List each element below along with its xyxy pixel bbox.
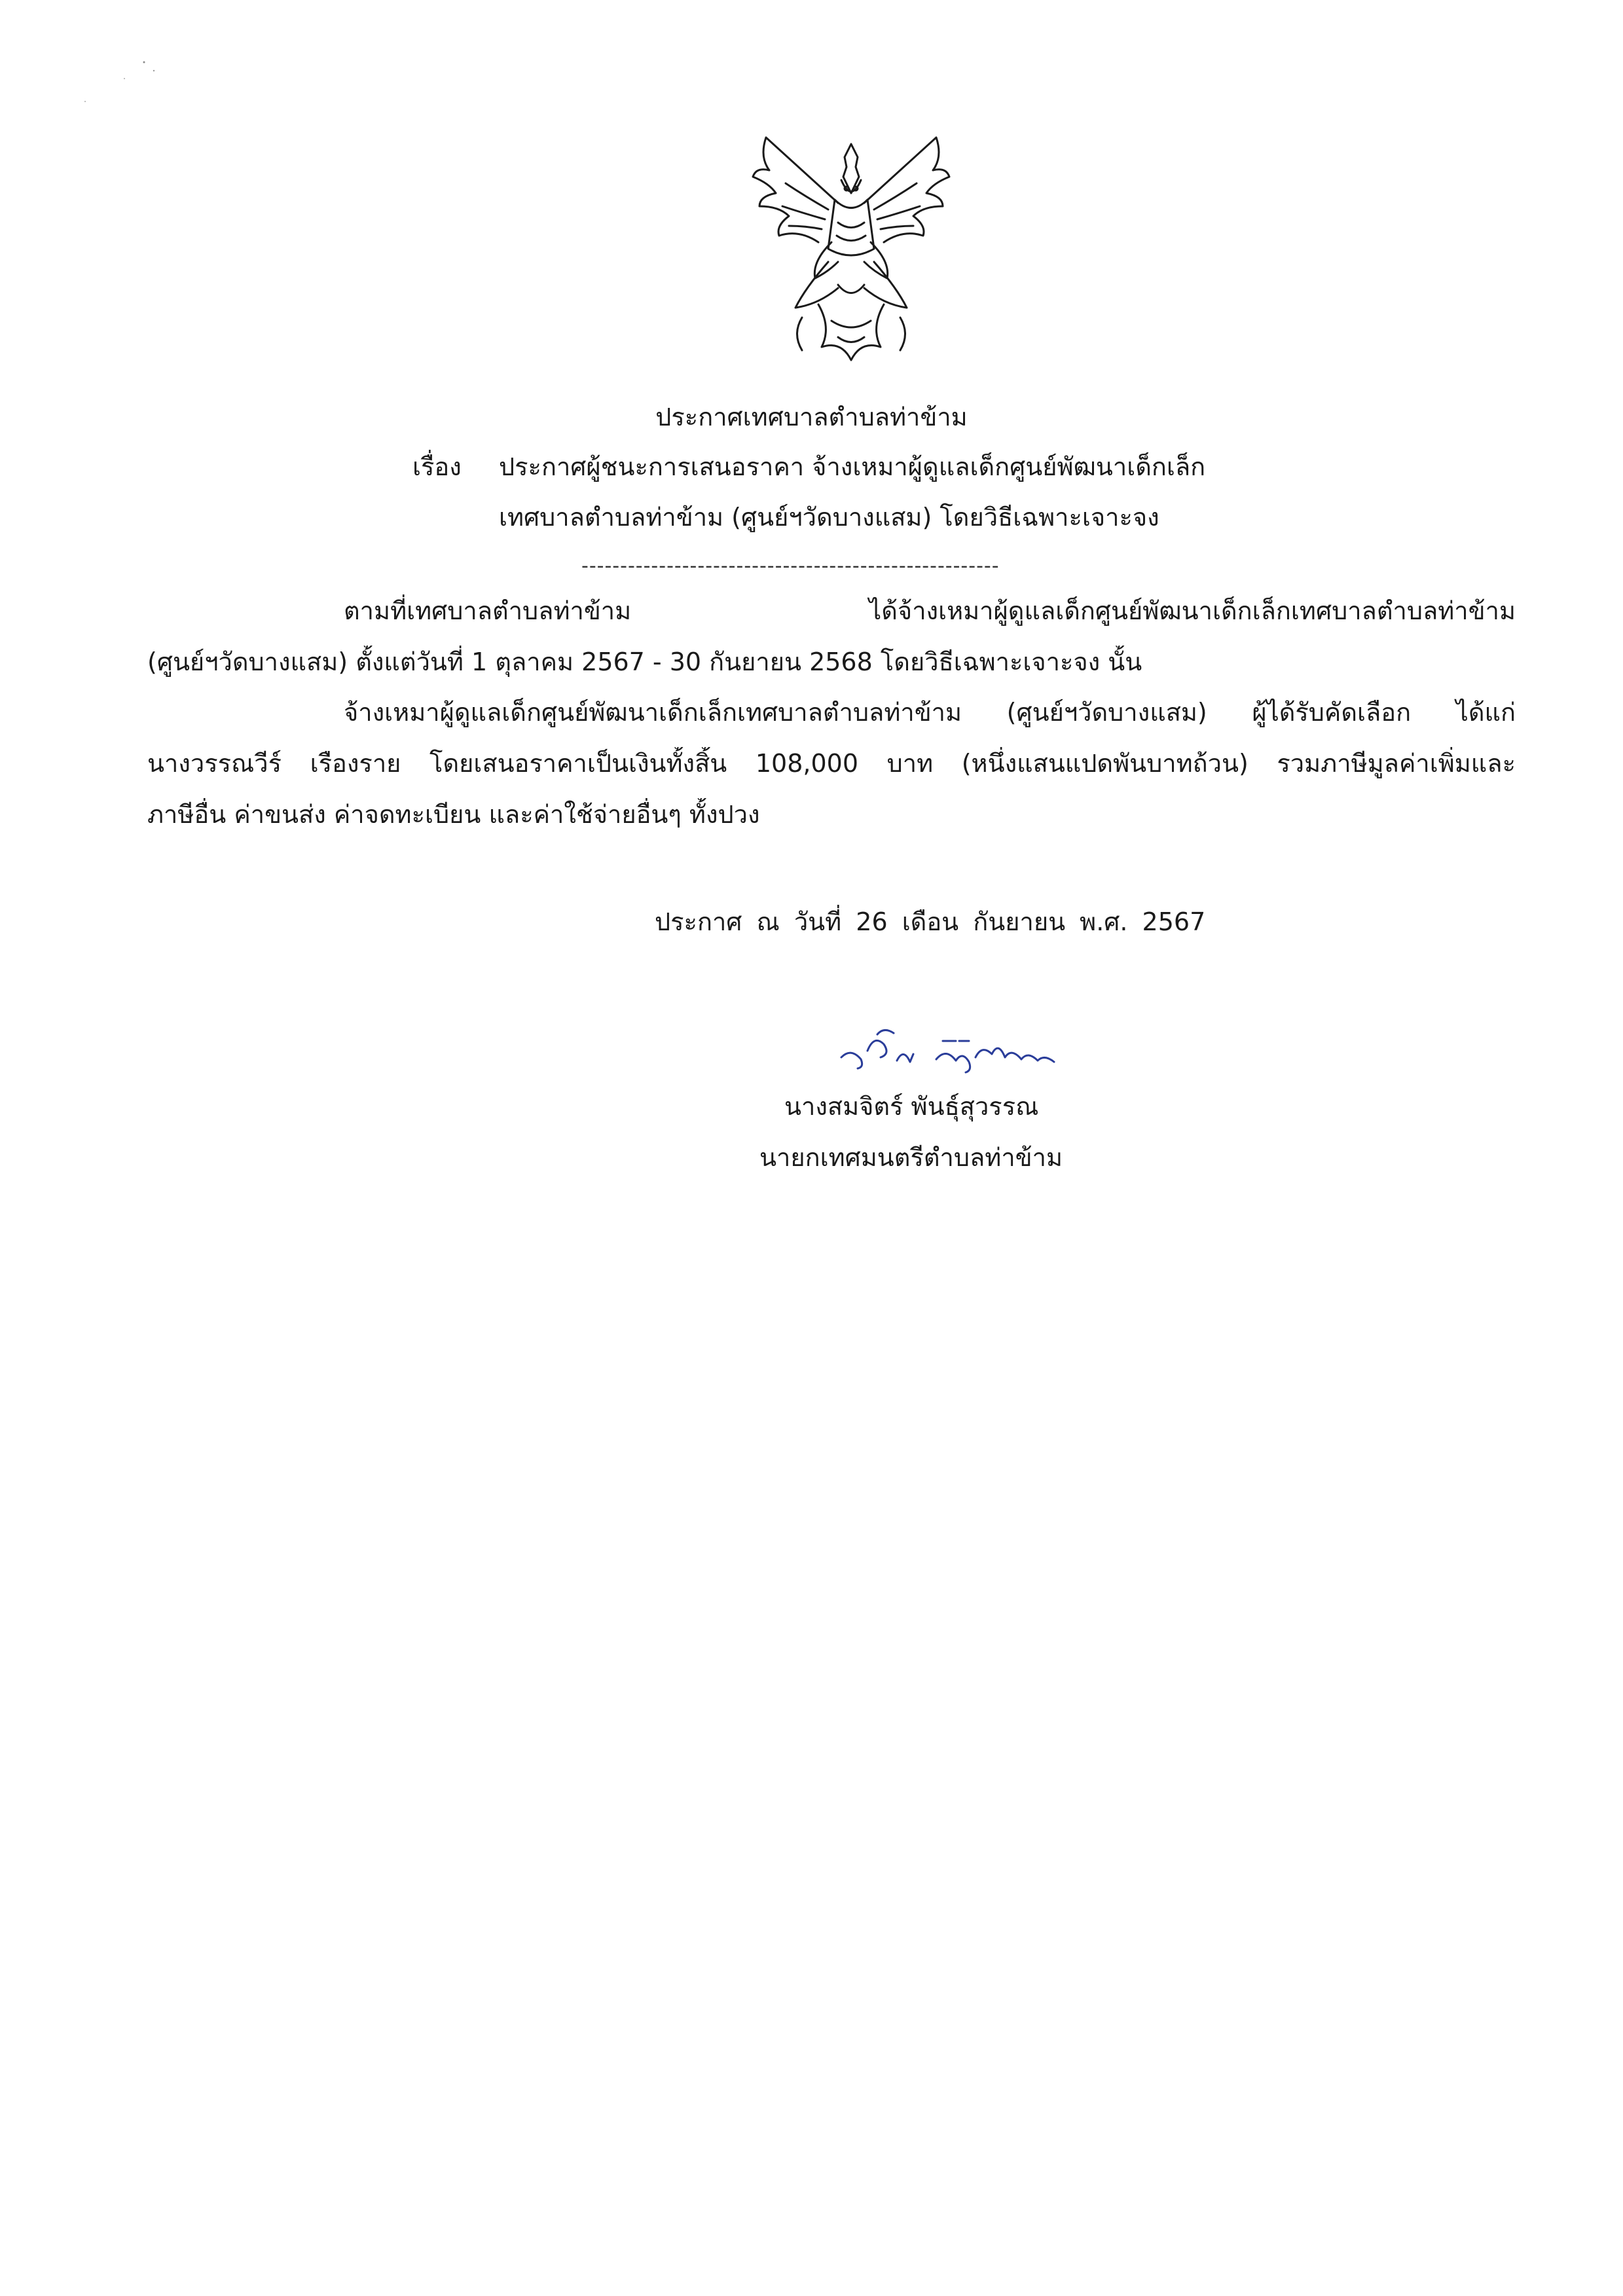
garuda-emblem (740, 131, 962, 376)
header-divider: ------------------------------------------------------ (581, 555, 1000, 577)
subject-label: เรื่อง (412, 452, 462, 481)
paragraph-1-line-2: (ศูนย์ฯวัดบางแสม) ตั้งแต่วันที่ 1 ตุลาคม 2567 - 30 กันยายน 2568 โดยวิธีเฉพาะเจาะจง นั้น (147, 647, 1142, 676)
scan-specks (65, 46, 196, 124)
paragraph-1-line-1: ตามที่เทศบาลตำบลท่าข้าม ได้จ้างเหมาผู้ดูแลเด็กศูนย์พัฒนาเด็กเล็กเทศบาลตำบลท่าข้าม (344, 596, 1516, 625)
paragraph-2-line-2: นางวรรณวีร์ เรืองราย โดยเสนอราคาเป็นเงินทั้งสิ้น 108,000 บาท (หนึ่งแสนแปดพันบาทถ้วน) รวมภาษีมูลค่าเพิ่มและ (147, 749, 1516, 778)
announcement-date: ประกาศ ณ วันที่ 26 เดือน กันยายน พ.ศ. 2567 (655, 907, 1206, 936)
signer-position: นายกเทศมนตรีตำบลท่าข้าม (759, 1143, 1063, 1172)
handwritten-signature (831, 1021, 1067, 1080)
subject-line-2: เทศบาลตำบลท่าข้าม (ศูนย์ฯวัดบางแสม) โดยวิธีเฉพาะเจาะจง (499, 503, 1159, 532)
signer-name: นางสมจิตร์ พันธุ์สุวรรณ (784, 1092, 1039, 1121)
announcement-title: ประกาศเทศบาลตำบลท่าข้าม (655, 403, 968, 431)
paragraph-2-line-3: ภาษีอื่น ค่าขนส่ง ค่าจดทะเบียน และค่าใช้จ่ายอื่นๆ ทั้งปวง (147, 800, 760, 829)
subject-line-1: ประกาศผู้ชนะการเสนอราคา จ้างเหมาผู้ดูแลเด็กศูนย์พัฒนาเด็กเล็ก (499, 452, 1206, 481)
paragraph-2-line-1: จ้างเหมาผู้ดูแลเด็กศูนย์พัฒนาเด็กเล็กเทศบาลตำบลท่าข้าม (ศูนย์ฯวัดบางแสม) ผู้ได้รับคัดเลือก ได้แก่ (344, 698, 1516, 727)
